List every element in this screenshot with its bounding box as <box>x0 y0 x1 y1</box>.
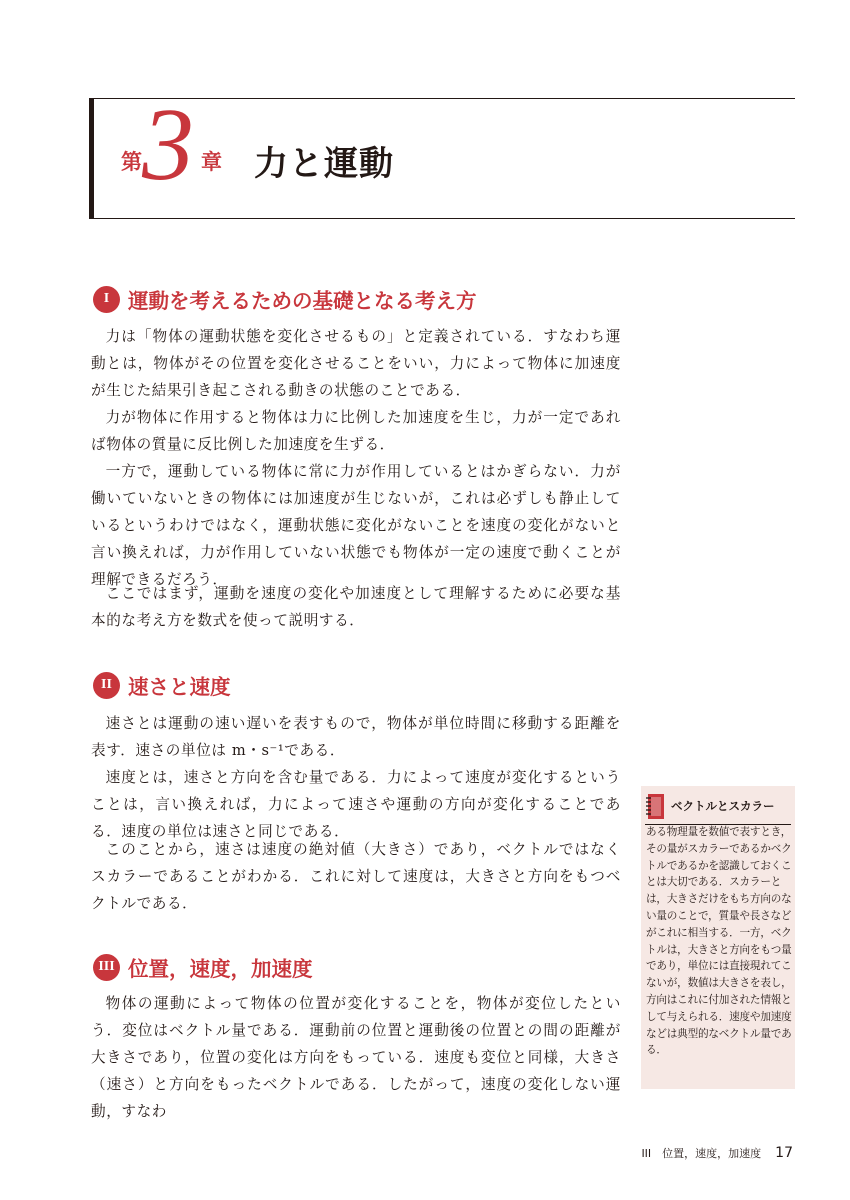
section-heading-2 <box>93 670 231 700</box>
chapter-number: 3 <box>142 87 194 202</box>
chapter-header <box>89 87 795 219</box>
sidebar-title: ベクトルとスカラー <box>671 799 775 813</box>
paragraph: 物体の運動によって物体の位置が変化することを，物体が変位したという．変位はベクトル量である．運動前の位置と運動後の位置との間の距離が大きさであり，位置の変化は方向をもっている．速度も変位と同様，大きさ（速さ）と方向をもったベクトルである．したがって，速度の変化しない運動，すなわ <box>91 995 621 1120</box>
section-badge-1: I <box>93 286 120 313</box>
section-title-1: 運動を考えるための基礎となる考え方 <box>128 289 477 313</box>
paragraph: 力は「物体の運動状態を変化させるもの」と定義されている．すなわち運動とは，物体がその位置を変化させることをいい，力によって物体に加速度が生じた結果引き起こされる動きの状態のことである． <box>91 328 621 399</box>
paragraph: 一方で，運動している物体に常に力が作用しているとはかぎらない．力が働いていないときの物体には加速度が生じないが，これは必ずしも静止しているというわけではなく，運動状態に変化がないことを速度の変化がないと言い換えれば，力が作用していない状態でも物体が一定の速度で動くことが理解できるだろう． <box>91 463 621 588</box>
page-footer <box>641 1145 793 1161</box>
page-number: 17 <box>775 1145 793 1161</box>
paragraph: 速度とは，速さと方向を含む量である．力によって速度が変化するということは，言い換えれば，力によって速さや運動の方向が変化することである．速度の単位は速さと同じである． <box>91 769 621 840</box>
paragraph: ここではまず，運動を速度の変化や加速度として理解するために必要な基本的な考え方を数式を使って説明する． <box>91 585 621 629</box>
section-badge-2: II <box>93 672 120 699</box>
section-heading-3 <box>93 952 313 982</box>
paragraph: 速さとは運動の速い遅いを表すもので，物体が単位時間に移動する距離を表す．速さの単位は m・s⁻¹である． <box>91 715 621 759</box>
chapter-prefix: 第 <box>121 150 142 174</box>
notebook-icon <box>645 793 665 820</box>
footer-section: III 位置，速度，加速度 <box>641 1147 762 1160</box>
paragraph: 力が物体に作用すると物体は力に比例した加速度を生じ，力が一定であれば物体の質量に反比例した加速度を生ずる． <box>91 409 621 453</box>
section-title-2: 速さと速度 <box>128 675 231 699</box>
section-heading-1 <box>93 284 477 314</box>
chapter-suffix: 章 <box>201 150 222 174</box>
chapter-title: 力と運動 <box>254 144 394 184</box>
section-badge-3: III <box>93 954 120 981</box>
section-title-3: 位置，速度，加速度 <box>128 957 313 981</box>
paragraph: このことから，速さは速度の絶対値（大きさ）であり，ベクトルではなくスカラーであることがわかる．これに対して速度は，大きさと方向をもつベクトルである． <box>91 841 621 912</box>
sidebar-body: ある物理量を数値で表すとき，その量がスカラーであるかベクトルであるかを認識しておくことは大切である．スカラーとは，大きさだけをもち方向のない量のことで，質量や長さなどがこれに相当する．一方，ベクトルは，大きさと方向をもつ量であり，単位には直接現れてこないが，数値は大きさを表し，方向はこれに付加された情報として与えられる．速度や加速度などは典型的なベクトル量である． <box>646 826 792 1057</box>
sidebar-note <box>641 786 795 1089</box>
